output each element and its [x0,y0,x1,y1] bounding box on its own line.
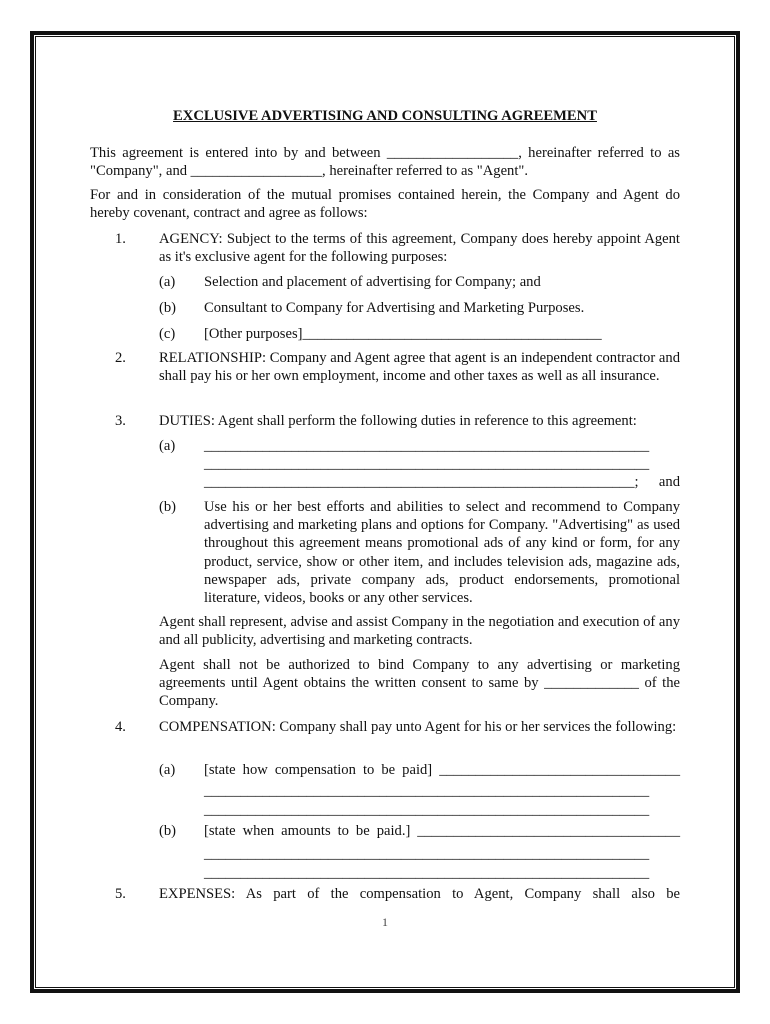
section-4-number: 4. [115,719,126,735]
blank-line: [state how compensation to be paid] _________________________________ [204,762,680,778]
blank-line: _____________________________________________________________ [204,846,650,862]
blank-line: _____________________________________________________________ [204,456,650,472]
agency-item: Selection and placement of advertising for Company; and [204,274,541,290]
blank-line: _____________________________________________________________ [204,865,650,881]
duties-paragraph: Agent shall not be authorized to bind Company to any advertising or marketing agreements until Agent obtains the written consent to same by _____________ of the Company. [159,657,680,710]
blank-line: _____________________________________________________________ [204,783,650,799]
document-title: EXCLUSIVE ADVERTISING AND CONSULTING AGREEMENT [173,108,597,124]
item-letter: (b) [159,300,177,316]
item-letter: (a) [159,438,176,454]
item-letter: (a) [159,274,176,290]
item-letter: (b) [159,823,177,839]
section-5-expenses: EXPENSES: As part of the compensation to Agent, Company shall also be [159,886,680,902]
section-4-compensation: COMPENSATION: Company shall pay unto Agent for his or her services the following: [159,719,677,735]
section-1-number: 1. [115,231,126,247]
intro-paragraph: This agreement is entered into by and between __________________, hereinafter referred to as "Company", and __________________, hereinafter referred to as "Agent". [90,145,680,180]
agency-item: Consultant to Company for Advertising and Marketing Purposes. [204,300,585,316]
blank-line: [state when amounts to be paid.] ____________________________________ [204,823,680,839]
section-5-number: 5. [115,886,126,902]
preamble-paragraph: For and in consideration of the mutual promises contained herein, the Company and Agent do hereby covenant, contract and agree as follows: [90,187,680,222]
item-letter: (b) [159,499,177,515]
item-letter: (c) [159,326,176,342]
blank-line: ___________________________________________________________; and [204,474,680,490]
section-2-number: 2. [115,350,126,366]
duties-paragraph: Agent shall represent, advise and assist Company in the negotiation and execution of any and all publicity, advertising and marketing contracts. [159,614,680,649]
section-3-number: 3. [115,413,126,429]
blank-line: _____________________________________________________________ [204,802,650,818]
blank-line: _____________________________________________________________ [204,438,650,454]
page-number: 1 [382,915,388,929]
section-3-duties: DUTIES: Agent shall perform the following duties in reference to this agreement: [159,413,637,429]
section-1-agency: AGENCY: Subject to the terms of this agreement, Company does hereby appoint Agent as it's exclusive agent for the following purposes: [159,231,680,266]
item-letter: (a) [159,762,176,778]
agency-item: [Other purposes]_________________________________________ [204,326,602,342]
duties-item-b: Use his or her best efforts and abilities to select and recommend to Company advertising and marketing plans and options for Company. "Advertising" as used throughout this agreement means promotional ads of any kind or form, for any product, service, show or other item, and includes television ads, magazine ads, newspaper ads, private company ads, product endorsements, promotional literature, videos, books or any other services. [204,499,680,607]
section-2-relationship: RELATIONSHIP: Company and Agent agree that agent is an independent contractor and shall pay his or her own employment, income and other taxes as well as all insurance. [159,350,680,385]
